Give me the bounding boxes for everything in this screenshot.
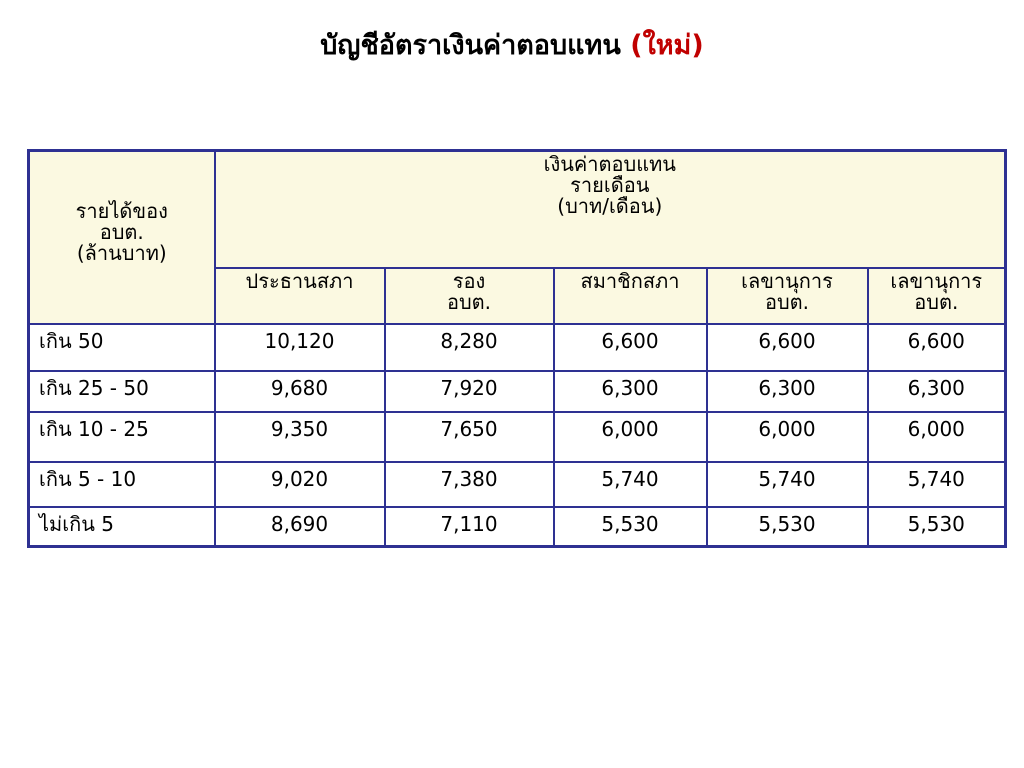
rate-cell: 5,530 — [707, 507, 868, 547]
column-header-council-member — [554, 268, 707, 324]
table-row — [29, 371, 1006, 412]
income-header — [29, 151, 215, 324]
column-header-secretary-2 — [868, 268, 1006, 324]
column-header-line: ประธานสภา — [245, 268, 354, 293]
column-header-vice-president — [385, 268, 554, 324]
column-header-line: อบต. — [764, 289, 810, 314]
rate-cell: 7,110 — [385, 507, 554, 547]
rate-cell: 9,680 — [215, 371, 385, 412]
rate-cell: 6,300 — [707, 371, 868, 412]
rate-cell: 5,530 — [868, 507, 1006, 547]
rate-cell: 10,120 — [215, 324, 385, 371]
rate-cell: 9,020 — [215, 462, 385, 507]
title-accent: (ใหม่) — [630, 30, 704, 61]
row-label: เกิน 5 - 10 — [29, 462, 215, 507]
table-row — [29, 507, 1006, 547]
rate-cell: 6,600 — [707, 324, 868, 371]
rate-cell: 6,000 — [707, 412, 868, 462]
pay-header-line: (บาท/เดือน) — [557, 194, 663, 218]
pay-header — [215, 151, 1006, 268]
rate-cell: 8,280 — [385, 324, 554, 371]
row-label: ไม่เกิน 5 — [29, 507, 215, 547]
rate-cell: 9,350 — [215, 412, 385, 462]
rate-cell: 6,600 — [554, 324, 707, 371]
rate-cell: 7,380 — [385, 462, 554, 507]
pay-header-line: รายเดือน — [570, 173, 650, 197]
title-main: บัญชีอัตราเงินค่าตอบแทน — [320, 30, 621, 61]
income-header-line: (ล้านบาท) — [76, 240, 167, 265]
row-label: เกิน 50 — [29, 324, 215, 371]
column-header-line: รอง — [452, 268, 486, 293]
rate-cell: 8,690 — [215, 507, 385, 547]
rate-cell: 6,300 — [554, 371, 707, 412]
rate-cell: 6,300 — [868, 371, 1006, 412]
rate-cell: 7,650 — [385, 412, 554, 462]
rate-cell: 5,530 — [554, 507, 707, 547]
rate-cell: 6,000 — [868, 412, 1006, 462]
row-label: เกิน 10 - 25 — [29, 412, 215, 462]
table-row — [29, 462, 1006, 507]
column-header-line: เลขานุการ — [890, 268, 983, 293]
pay-header-line: เงินค่าตอบแทน — [543, 152, 676, 176]
rate-cell: 6,000 — [554, 412, 707, 462]
rate-cell: 5,740 — [868, 462, 1006, 507]
rate-cell: 6,600 — [868, 324, 1006, 371]
row-label: เกิน 25 - 50 — [29, 371, 215, 412]
header-row-top — [29, 151, 1006, 268]
column-header-line: อบต. — [914, 289, 959, 314]
table-row — [29, 324, 1006, 371]
rate-cell: 5,740 — [554, 462, 707, 507]
column-header-line: สมาชิกสภา — [580, 268, 680, 293]
column-header-line: เลขานุการ — [741, 268, 833, 293]
table-row — [29, 412, 1006, 462]
income-header-line: รายได้ของ — [75, 198, 168, 223]
slide-title — [0, 26, 1024, 66]
column-header-council-president — [215, 268, 385, 324]
column-header-secretary — [707, 268, 868, 324]
rate-cell: 5,740 — [707, 462, 868, 507]
income-header-line: อบต. — [99, 219, 144, 244]
rate-cell: 7,920 — [385, 371, 554, 412]
column-header-line: อบต. — [446, 289, 492, 314]
pay-rate-table — [27, 149, 1007, 548]
